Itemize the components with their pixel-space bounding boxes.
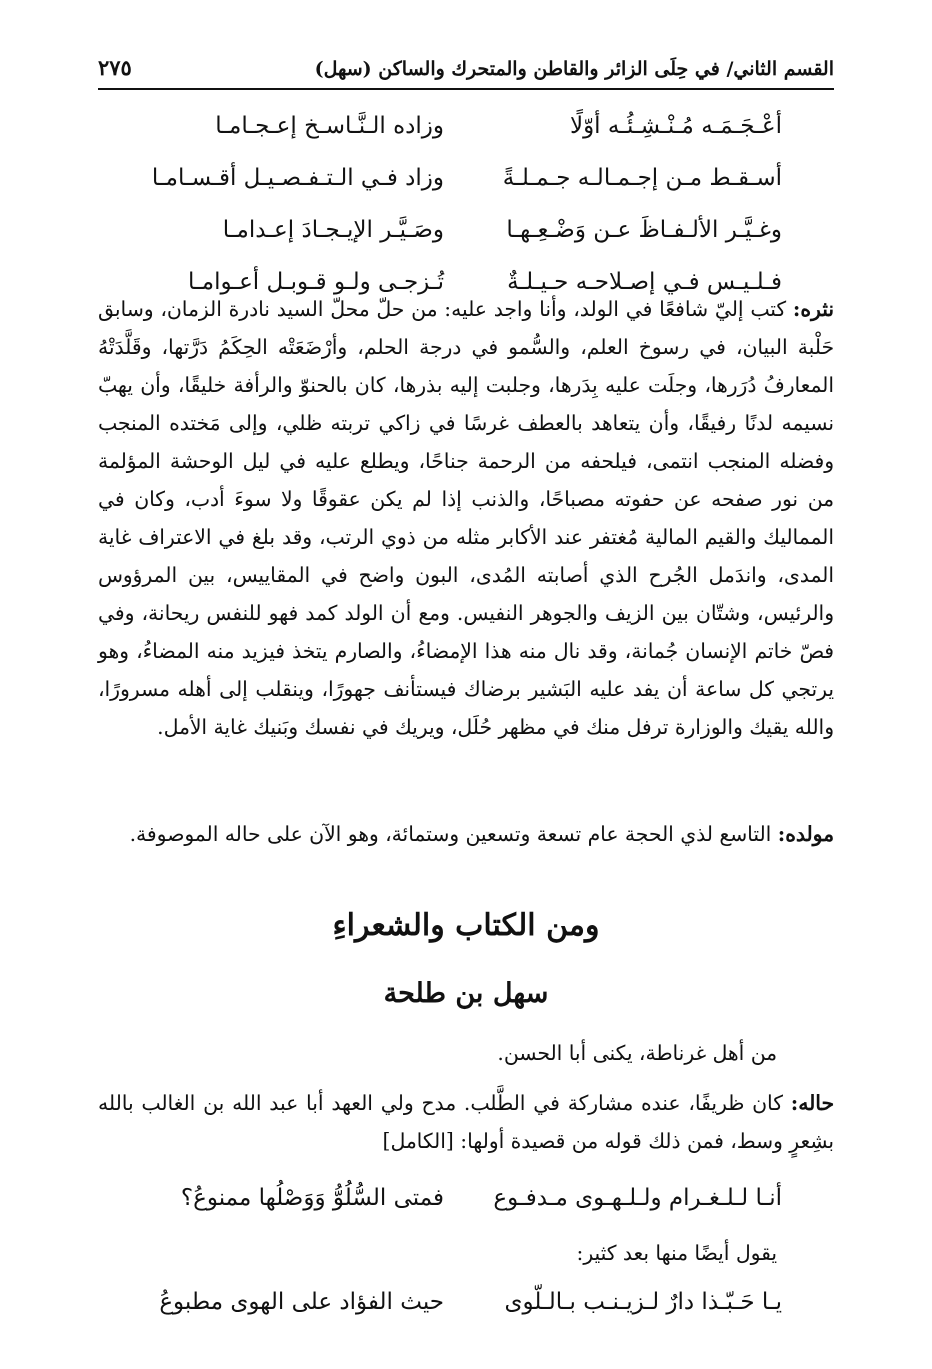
origin-text: من أهل غرناطة، يكنى أبا الحسن. [497, 1041, 777, 1065]
running-header [98, 42, 834, 90]
header-title: القسم الثاني/ في حِلَى الزائر والقاطن والمتحرك والساكن (سهل) [314, 58, 834, 80]
verse-second-hemistich: فمتى السُّلُوُّ وَوَصْلُها ممنوعُ؟ [180, 1185, 444, 1211]
verse-first-hemistich: أنـا لـلـغـرام ولـلـهـوى مـدفـوع [493, 1185, 782, 1211]
verse-first-hemistich: وغـيَّـر الألـفـاظَ عـن وَضْـعِـهـا [506, 217, 782, 243]
verse-line [98, 158, 834, 210]
nathr-label: نثره: [792, 297, 834, 321]
verse-first-hemistich: أسـقـط مـن إجـمـالـه جـمـلـةً [502, 165, 782, 191]
verse-first-hemistich: فـلـيـس فـي إصـلاحـه حـيـلـةٌ [507, 269, 782, 295]
person-heading: سهل بن طلحة [383, 978, 549, 1009]
verse-second-hemistich: وصَـيَّـر الإيـجـادَ إعـدامـا [222, 217, 444, 243]
nathr-paragraph [98, 290, 834, 746]
page-number: ٢٧٥ [98, 55, 132, 80]
verse-line [98, 210, 834, 262]
poem-verse-1 [98, 1178, 834, 1230]
intro-line [98, 1234, 777, 1272]
section-heading: ومن الكتاب والشعراءِ [332, 908, 600, 943]
poem-top [98, 106, 834, 314]
poem-verse-2 [98, 1282, 834, 1334]
hal-paragraph [98, 1084, 834, 1160]
mawlid-label: مولده: [777, 822, 834, 846]
verse-second-hemistich: وزاد فـي الـتـفـصـيـل أقـسـامـا [151, 165, 444, 191]
verse-first-hemistich: يـا حَـبّـذا دارٌ لـزيـنـب بـالـلّوى [504, 1289, 782, 1315]
verse-second-hemistich: تُـزجـى ولـو قـوبـل أعـوامـا [188, 269, 444, 295]
mawlid-text: التاسع لذي الحجة عام تسعة وتسعين وستمائة، وهو الآن على حاله الموصوفة. [129, 822, 772, 846]
origin-line [98, 1034, 777, 1072]
verse-line [98, 106, 834, 158]
hal-label: حاله: [790, 1091, 834, 1115]
verse-second-hemistich: حيث الفؤاد على الهوى مطبوعُ [159, 1289, 444, 1315]
hal-text: كان ظريفًا، عنده مشاركة في الطَّلب. مدح ولي العهد أبا عبد الله بن الغالب بالله بشِعرٍ وسط، فمن ذلك قوله من قصيدة أولها: [الكامل] [98, 1091, 834, 1153]
verse-first-hemistich: أعْـجَـمَـه مُـنْـشِـئُـه أوّلًا [569, 113, 782, 139]
intro-text: يقول أيضًا منها بعد كثير: [576, 1241, 777, 1265]
nathr-text: كتب إليّ شافعًا في الولد، وأنا واجد عليه: من حلّ محلّ السيد نادرة الزمان، وسابق حَلْبة البيان، في رسوخ العلم، والسُّمو في درجة الحلم، وأرْضَعَتْه الحِكَمُ دَرَّتها، وقَلَّدَتْهُ المعارفُ دُرَرها، وجلَت عليه بِدَرها، وجلبت إليه بذرها، كان بالحنوّ والرأفة خليقًا، وأن يهبّ نسيمه لدنًا رفيقًا، وأن يتعاهد بالعطف غرسًا في زاكي تربته ظلي، وإلى مَختده المنجب وفضله المنجب انتمى، فيلحفه من الرحمة جناحًا، ويطلع عليه في ليل الوحشة المؤلمة من نور صفحه عن حفوته مصباحًا، والذنب إذا لم يكن عقوقًا ولا سوءَ أدب، وكان في المماليك والقيم المالية مُغتفر عند الأكابر مثله من ذوي الرتب، وقد بلغ في الاعتراف غاية المدى، واندَمل الجُرح الذي أصابته المُدى، البون واضح في المقاييس، بين المرؤوس والرئيس، وشتّان بين الزيف والجوهر النفيس. ومع أن الولد كمد فهو للنفس ريحانة، وفي فصّ خاتم الإنسان جُمانة، وقد نال منه هذا الإمضاءُ، والصارم يتخذ فيزيد منه المضاءُ، وهو يرتجي كل ساعة أن يفد عليه البَشير برضاك فيستأنف جهورًا، وينقلب إلى أهله مسرورًا، والله يقيك والوزارة ترفل منك في مظهر حُلَل، ويريك في نفسك وبَنيك غاية الأمل. [98, 297, 834, 739]
verse-second-hemistich: وزاده الـنَّـاسـخ إعـجـامـا [215, 113, 444, 139]
verse-line [98, 1178, 834, 1230]
verse-line [98, 1282, 834, 1334]
mawlid-paragraph [98, 815, 834, 853]
